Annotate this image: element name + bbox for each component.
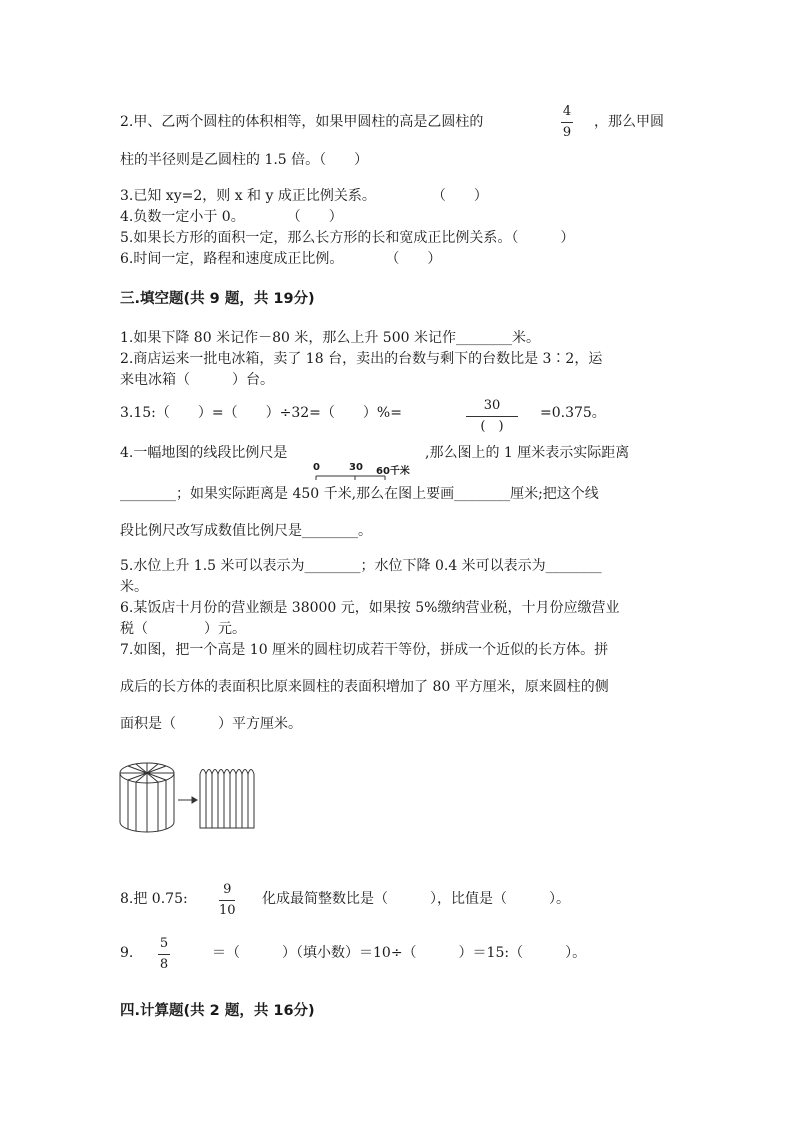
- fill-question-7-line1: 7.如图，把一个高是 10 厘米的圆柱切成若干等份，拼成一个近似的长方体。拼: [120, 642, 609, 658]
- fraction-5-8: 5 8: [159, 936, 169, 972]
- fill-question-1: 1.如果下降 80 米记作－80 米，那么上升 500 米记作________米。: [120, 330, 540, 346]
- question-2-line2: 柱的半径则是乙圆柱的 1.5 倍。（ ）: [120, 152, 369, 168]
- fill-question-3-end: =0.375。: [540, 405, 606, 421]
- question-2-line1-end: ，那么甲圆: [594, 114, 664, 130]
- fraction-4-9: 4 9: [562, 104, 572, 140]
- fill-question-8-end: 化成最简整数比是（ ），比值是（ ）。: [262, 891, 570, 907]
- question-5: 5.如果长方形的面积一定，那么长方形的长和宽成正比例关系。（ ）: [120, 230, 575, 246]
- fill-question-6-line2: 税（ ）元。: [120, 621, 246, 637]
- fill-question-4-line2: ________；如果实际距离是 450 千米,那么在图上要画________厘米;把这个线: [120, 486, 599, 502]
- fill-question-4-line1: 4.一幅地图的线段比例尺是: [120, 445, 288, 461]
- fill-question-2-line2: 来电冰箱（ ）台。: [120, 372, 274, 388]
- question-4: 4.负数一定小于 0。 （ ）: [120, 209, 343, 225]
- scale-label-60: 60千米: [376, 466, 410, 477]
- fill-question-6-line1: 6.某饭店十月份的营业额是 38000 元，如果按 5%缴纳营业税，十月份应缴营业: [120, 600, 620, 616]
- question-2-line1: 2.甲、乙两个圆柱的体积相等，如果甲圆柱的高是乙圆柱的: [120, 114, 484, 130]
- fill-question-7-line2: 成后的长方体的表面积比原来圆柱的表面积增加了 80 平方厘米，原来圆柱的侧: [120, 679, 609, 695]
- cylinder-to-cuboid-figure: [118, 760, 273, 835]
- fill-question-9-end: ＝（ ）（填小数）＝10÷（ ）＝15:（ ）。: [212, 945, 587, 961]
- section-title-fill-in: 三.填空题(共 9 题，共 19分): [120, 291, 315, 307]
- fill-question-9: 9.: [120, 945, 134, 961]
- question-3: 3.已知 xy=2，则 x 和 y 成正比例关系。 （ ）: [120, 188, 488, 204]
- fill-question-5-line2: 米。: [120, 579, 148, 595]
- fraction-30-blank: 30 ( ): [466, 398, 518, 435]
- section-title-calculation: 四.计算题(共 2 题，共 16分): [120, 1003, 315, 1019]
- scale-label-0: 0: [313, 462, 320, 473]
- fraction-9-10: 9 10: [219, 882, 236, 918]
- fill-question-7-line3: 面积是（ ）平方厘米。: [120, 716, 302, 732]
- fill-question-3: 3.15:（ ）=（ ）÷32=（ ）%=: [120, 405, 402, 421]
- fill-question-2-line1: 2.商店运来一批电冰箱，卖了 18 台，卖出的台数与剩下的台数比是 3∶2，运: [120, 351, 603, 367]
- question-6: 6.时间一定，路程和速度成正比例。 （ ）: [120, 251, 442, 267]
- fill-question-4-line1-end: ,那么图上的 1 厘米表示实际距离: [425, 445, 630, 461]
- fill-question-4-line3: 段比例尺改写成数值比例尺是________。: [120, 523, 372, 539]
- scale-label-30: 30: [349, 462, 363, 473]
- fill-question-8: 8.把 0.75:: [120, 891, 188, 907]
- fill-question-5-line1: 5.水位上升 1.5 米可以表示为________；水位下降 0.4 米可以表示为________: [120, 558, 602, 574]
